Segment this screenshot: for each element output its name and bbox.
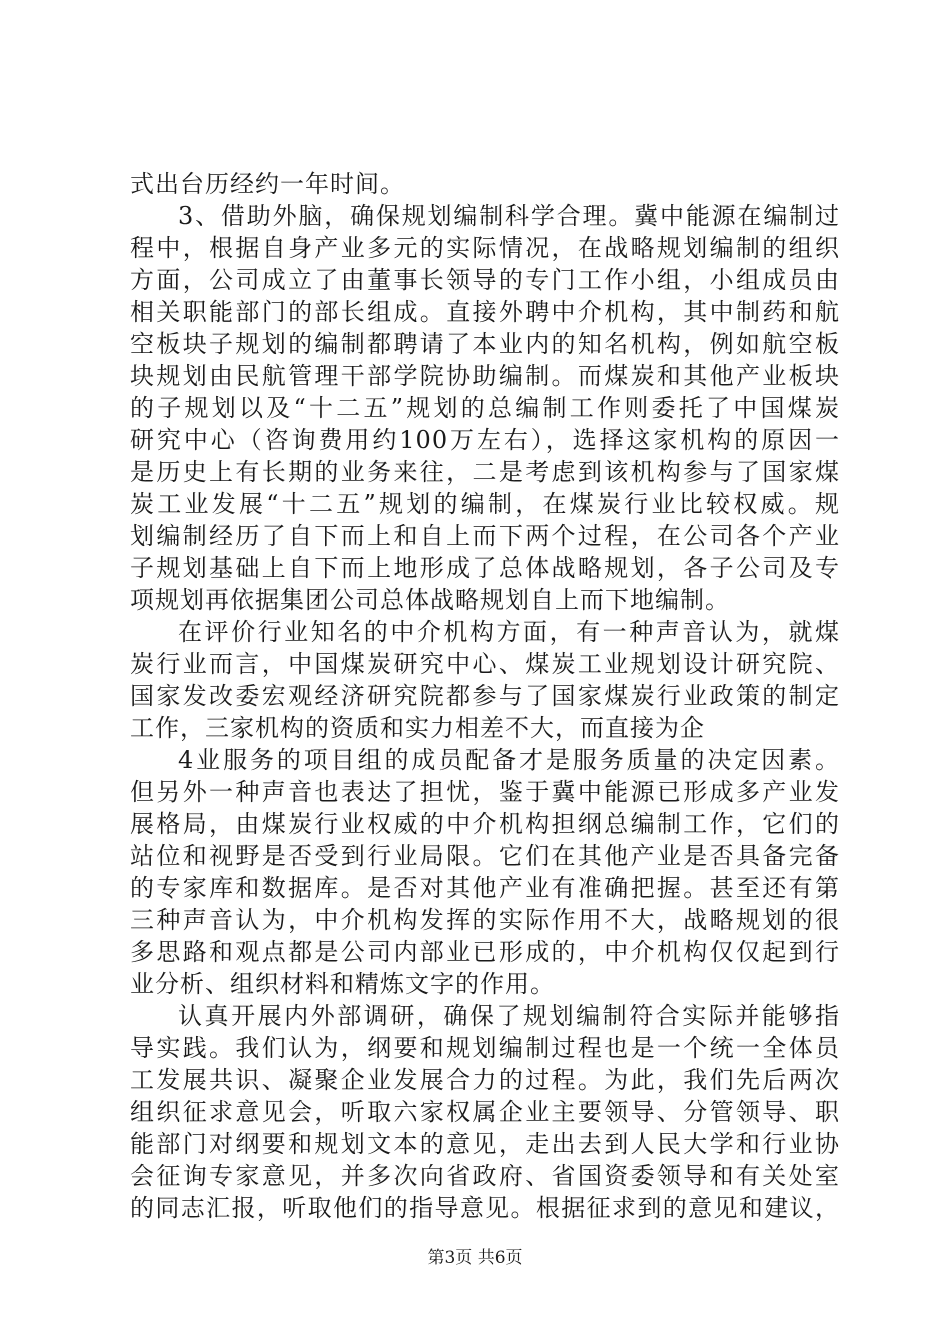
page-number: 第3页 共6页: [427, 1248, 523, 1268]
text-line: 组织征求意见会，听取六家权属企业主要领导、分管领导、职: [130, 1098, 840, 1126]
text-line: 会征询专家意见，并多次向省政府、省国资委领导和有关处室: [130, 1162, 840, 1190]
text-line: 空板块子规划的编制都聘请了本业内的知名机构，例如航空板: [130, 330, 840, 358]
text-line: 三种声音认为，中介机构发挥的实际作用不大，战略规划的很: [130, 906, 840, 934]
text-line: 在评价行业知名的中介机构方面，有一种声音认为，就煤: [178, 618, 840, 646]
page-footer: [0, 1247, 950, 1269]
text-line: 块规划由民航管理干部学院协助编制。而煤炭和其他产业板块: [130, 362, 840, 390]
text-line: 工作，三家机构的资质和实力相差不大，而直接为企: [130, 714, 705, 742]
text-line: 但另外一种声音也表达了担忧，鉴于冀中能源已形成多产业发: [130, 778, 840, 806]
text-line: 相关职能部门的部长组成。直接外聘中介机构，其中制药和航: [130, 298, 840, 326]
text-line: 研究中心（咨询费用约100万左右），选择这家机构的原因一: [130, 426, 840, 454]
text-line: 是历史上有长期的业务来往，二是考虑到该机构参与了国家煤: [130, 458, 840, 486]
text-line: 的专家库和数据库。是否对其他产业有准确把握。甚至还有第: [130, 874, 840, 902]
text-line: 炭工业发展“十二五”规划的编制，在煤炭行业比较权威。规: [130, 490, 840, 518]
text-line: 能部门对纲要和规划文本的意见，走出去到人民大学和行业协: [130, 1130, 840, 1158]
text-line: 导实践。我们认为，纲要和规划编制过程也是一个统一全体员: [130, 1034, 840, 1062]
text-line: 划编制经历了自下而上和自上而下两个过程，在公司各个产业: [130, 522, 840, 550]
text-line: 站位和视野是否受到行业局限。它们在其他产业是否具备完备: [130, 842, 840, 870]
text-line: 的子规划以及“十二五”规划的总编制工作则委托了中国煤炭: [130, 394, 840, 422]
text-line: 4业服务的项目组的成员配备才是服务质量的决定因素。: [178, 746, 840, 774]
text-line: 多思路和观点都是公司内部业已形成的，中介机构仅仅起到行: [130, 938, 840, 966]
text-line: 炭行业而言，中国煤炭研究中心、煤炭工业规划设计研究院、: [130, 650, 840, 678]
text-line: 的同志汇报，听取他们的指导意见。根据征求到的意见和建议，: [130, 1194, 840, 1222]
text-line: 工发展共识、凝聚企业发展合力的过程。为此，我们先后两次: [130, 1066, 840, 1094]
text-line: 3、借助外脑，确保规划编制科学合理。冀中能源在编制过: [178, 202, 840, 230]
text-line: 程中，根据自身产业多元的实际情况，在战略规划编制的组织: [130, 234, 840, 262]
text-line: 业分析、组织材料和精炼文字的作用。: [130, 970, 555, 998]
text-line: 认真开展内外部调研，确保了规划编制符合实际并能够指: [178, 1002, 840, 1030]
text-line: 方面，公司成立了由董事长领导的专门工作小组，小组成员由: [130, 266, 840, 294]
text-line: 国家发改委宏观经济研究院都参与了国家煤炭行业政策的制定: [130, 682, 840, 710]
text-line: 子规划基础上自下而上地形成了总体战略规划，各子公司及专: [130, 554, 840, 582]
text-line: 项规划再依据集团公司总体战略规划自上而下地编制。: [130, 586, 730, 614]
text-line: 展格局，由煤炭行业权威的中介机构担纲总编制工作，它们的: [130, 810, 840, 838]
text-line: 式出台历经约一年时间。: [130, 170, 405, 198]
document-body: [130, 168, 840, 1224]
